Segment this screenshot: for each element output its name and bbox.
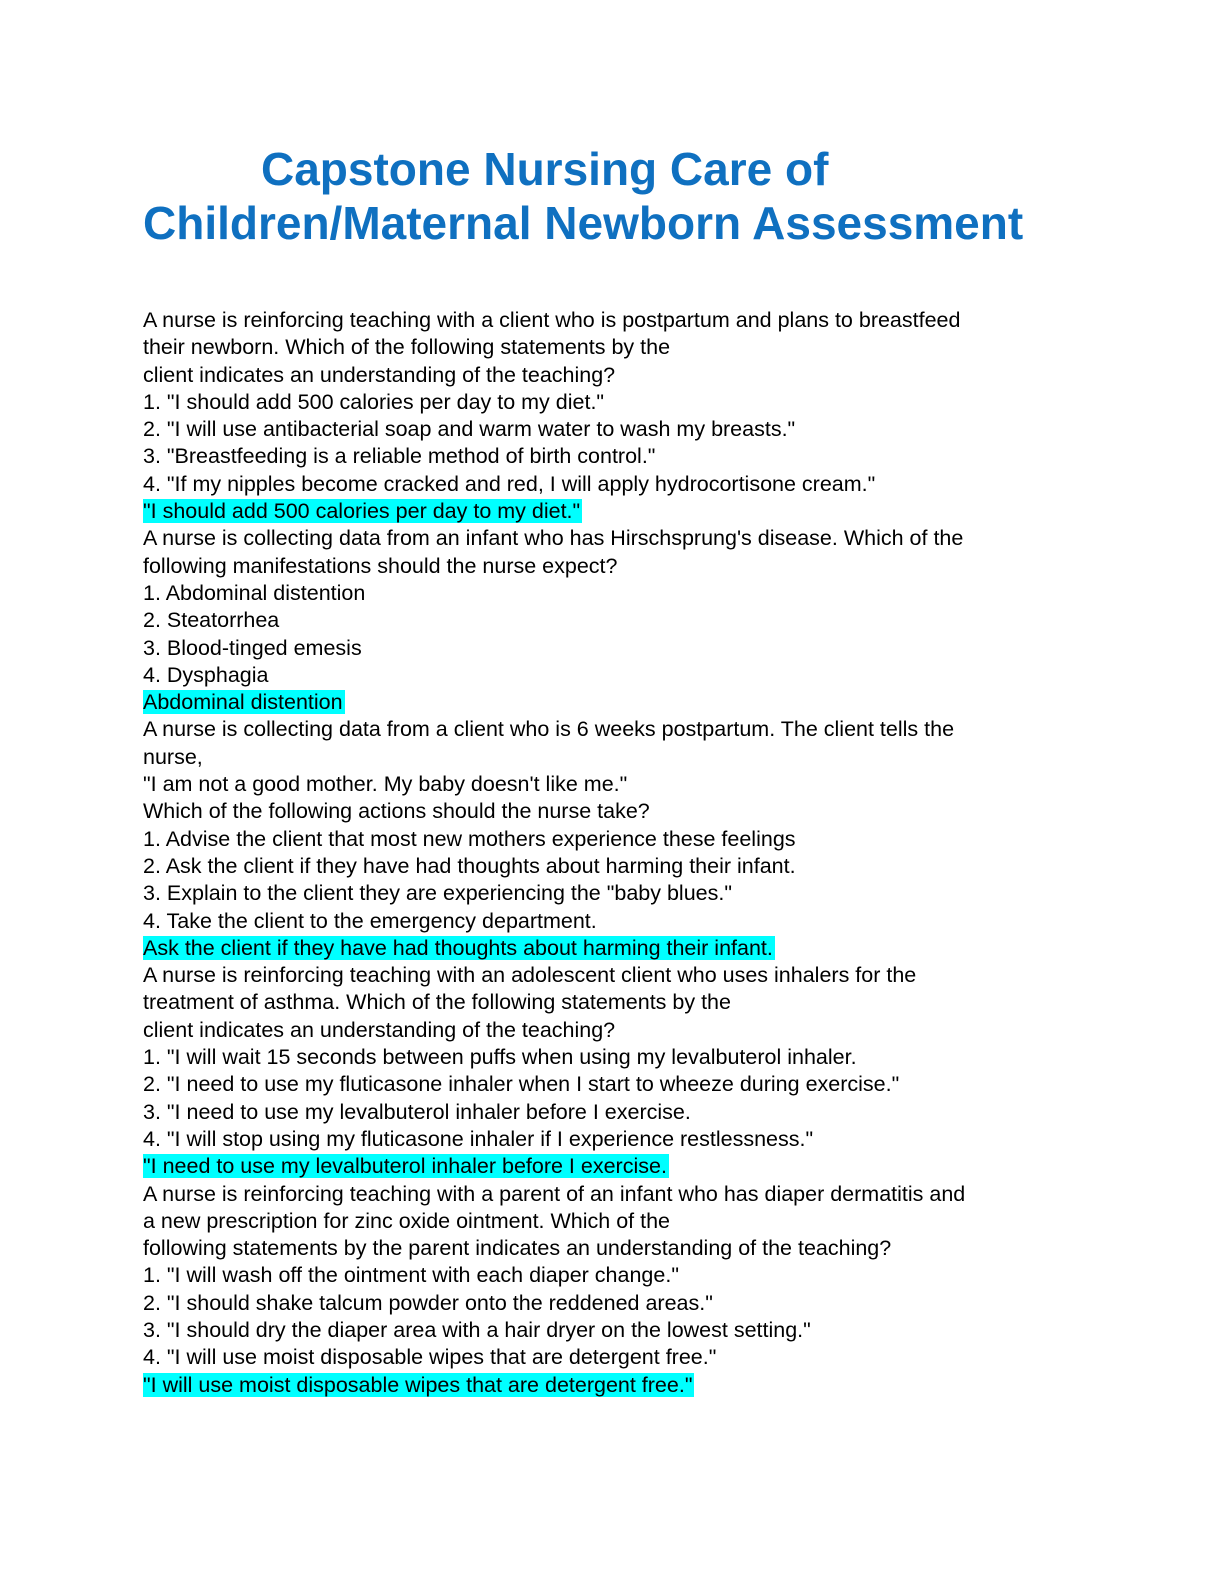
answer-option: 1. "I will wait 15 seconds between puffs when using my levalbuterol inhaler. (143, 1045, 857, 1070)
answer-option: 2. "I need to use my fluticasone inhaler when I start to wheeze during exercise." (143, 1072, 900, 1097)
page-title (143, 142, 1103, 250)
answer-option: 3. "I need to use my levalbuterol inhaler before I exercise. (143, 1099, 691, 1124)
question-stem-line: client indicates an understanding of the teaching? (143, 362, 616, 387)
question-list (143, 307, 1083, 1399)
answer-option: 4. Dysphagia (143, 662, 269, 687)
question-block (143, 962, 1083, 1180)
correct-answer-text: Ask the client if they have had thoughts about harming their infant. (143, 935, 773, 960)
correct-answer-text: Abdominal distention (143, 690, 343, 715)
question-stem-line: a new prescription for zinc oxide ointment. Which of the (143, 1208, 671, 1233)
answer-option: 3. Explain to the client they are experiencing the "baby blues." (143, 881, 732, 906)
answer-option: 1. "I will wash off the ointment with each diaper change." (143, 1263, 679, 1288)
question-stem-line: A nurse is reinforcing teaching with a parent of an infant who has diaper dermatitis and (143, 1181, 966, 1206)
answer-option: 3. Blood-tinged emesis (143, 635, 362, 660)
question-stem-line: client indicates an understanding of the teaching? (143, 1017, 616, 1042)
answer-option: 2. Ask the client if they have had thoughts about harming their infant. (143, 853, 796, 878)
title-line-2: Children/Maternal Newborn Assessment (143, 197, 1024, 249)
correct-answer-highlight (143, 1372, 1083, 1399)
question-stem-line: nurse, (143, 744, 203, 769)
question-stem-line: A nurse is reinforcing teaching with an adolescent client who uses inhalers for the (143, 963, 917, 988)
question-block (143, 716, 1083, 962)
question-stem-line: following statements by the parent indicates an understanding of the teaching? (143, 1236, 892, 1261)
correct-answer-highlight (143, 689, 1083, 716)
correct-answer-highlight (143, 1153, 1083, 1180)
answer-option: 4. "I will use moist disposable wipes that are detergent free." (143, 1345, 717, 1370)
question-stem-line: their newborn. Which of the following statements by the (143, 335, 671, 360)
answer-option: 3. "I should dry the diaper area with a hair dryer on the lowest setting." (143, 1317, 811, 1342)
correct-answer-highlight (143, 935, 1083, 962)
answer-option: 1. "I should add 500 calories per day to my diet." (143, 389, 605, 414)
question-block (143, 307, 1083, 525)
question-stem-line: A nurse is reinforcing teaching with a client who is postpartum and plans to breastfeed (143, 308, 961, 332)
correct-answer-highlight (143, 498, 1083, 525)
answer-option: 4. "If my nipples become cracked and red, I will apply hydrocortisone cream." (143, 471, 876, 496)
answer-option: 2. "I should shake talcum powder onto the reddened areas." (143, 1290, 713, 1315)
answer-option: 1. Advise the client that most new mothers experience these feelings (143, 826, 796, 851)
correct-answer-text: "I will use moist disposable wipes that are detergent free." (143, 1372, 693, 1397)
answer-option: 2. "I will use antibacterial soap and warm water to wash my breasts." (143, 417, 796, 442)
question-stem-line: treatment of asthma. Which of the following statements by the (143, 990, 731, 1015)
question-stem-line: A nurse is collecting data from a client who is 6 weeks postpartum. The client tells the (143, 717, 955, 742)
answer-option: 1. Abdominal distention (143, 580, 366, 605)
answer-option: 4. "I will stop using my fluticasone inhaler if I experience restlessness." (143, 1126, 814, 1151)
question-block (143, 1181, 1083, 1399)
question-stem-line: A nurse is collecting data from an infant who has Hirschsprung's disease. Which of the (143, 526, 964, 551)
answer-option: 3. "Breastfeeding is a reliable method of birth control." (143, 444, 656, 469)
question-block (143, 525, 1083, 716)
question-stem-line: following manifestations should the nurse expect? (143, 553, 618, 578)
answer-option: 2. Steatorrhea (143, 608, 280, 633)
question-stem-line: Which of the following actions should the nurse take? (143, 799, 650, 824)
correct-answer-text: "I should add 500 calories per day to my diet." (143, 499, 581, 524)
question-stem-line: "I am not a good mother. My baby doesn't like me." (143, 772, 628, 797)
correct-answer-text: "I need to use my levalbuterol inhaler before I exercise. (143, 1154, 667, 1179)
answer-option: 4. Take the client to the emergency department. (143, 908, 597, 933)
title-line-1: Capstone Nursing Care of (261, 143, 829, 195)
